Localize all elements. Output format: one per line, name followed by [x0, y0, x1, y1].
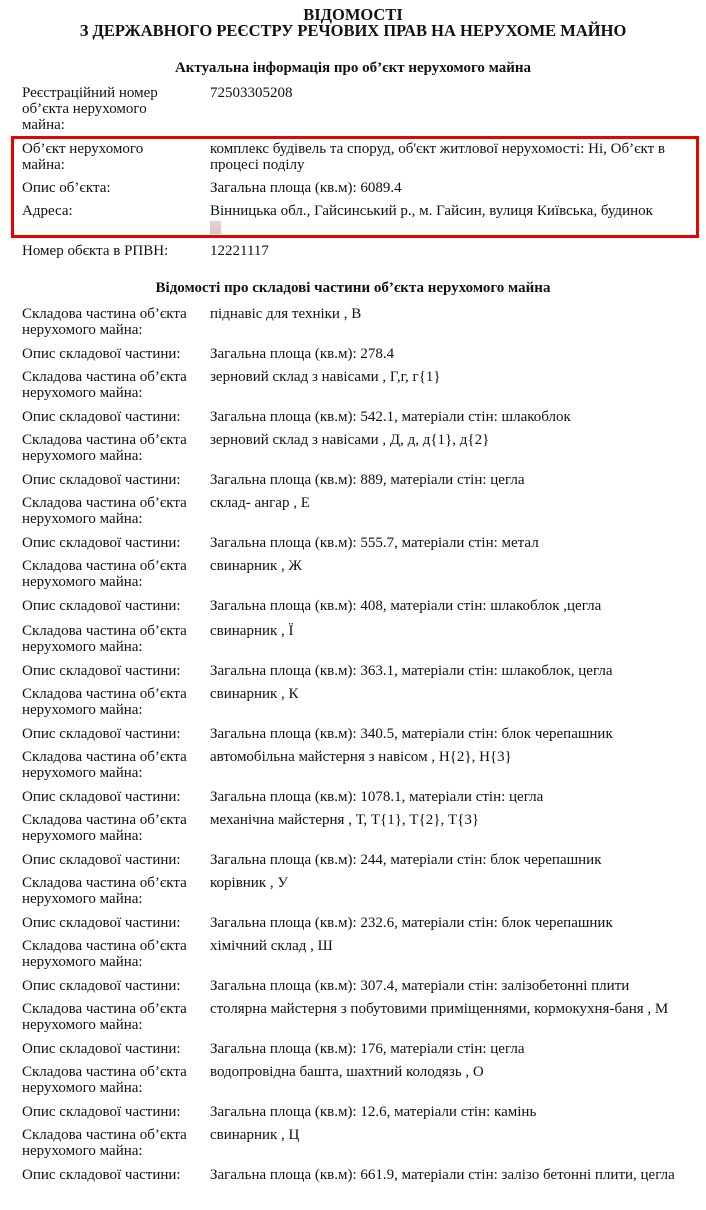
component-desc-label: Опис складової частини: — [22, 535, 181, 551]
component-desc-label: Опис складової частини: — [22, 1041, 181, 1057]
component-part-label: Складова частина об’єкта нерухомого майна: — [22, 1064, 187, 1096]
component-desc-label: Опис складової частини: — [22, 789, 181, 805]
component-desc-label: Опис складової частини: — [22, 663, 181, 679]
component-desc-label: Опис складової частини: — [22, 852, 181, 868]
component-part-value: хімічний склад , Ш — [210, 938, 333, 954]
component-part-value: зерновий склад з навісами , Г,г, г{1} — [210, 369, 441, 385]
component-part-label: Складова частина об’єкта нерухомого майна: — [22, 1001, 187, 1033]
description-label: Опис об’єкта: — [22, 180, 111, 196]
component-desc-label: Опис складової частини: — [22, 978, 181, 994]
components-heading: Відомості про складові частини об’єкта нерухомого майна — [155, 280, 551, 296]
component-part-label: Складова частина об’єкта нерухомого майна: — [22, 623, 187, 655]
registration-number-label: Реєстраційний номер об’єкта нерухомого майна: — [22, 85, 158, 133]
component-desc-label: Опис складової частини: — [22, 1167, 181, 1183]
component-desc-value: Загальна площа (кв.м): 542.1, матеріали стін: шлакоблок — [210, 409, 571, 425]
address-text: Вінницька обл., Гайсинський р., м. Гайсин, вулиця Київська, будинок — [210, 203, 653, 219]
component-part-value: свинарник , Ї — [210, 623, 294, 639]
component-part-label: Складова частина об’єкта нерухомого майна: — [22, 432, 187, 464]
component-part-label: Складова частина об’єкта нерухомого майна: — [22, 306, 187, 338]
component-part-label: Складова частина об’єкта нерухомого майна: — [22, 1127, 187, 1159]
component-desc-value: Загальна площа (кв.м): 661.9, матеріали стін: залізо бетонні плити, цегла — [210, 1167, 675, 1183]
component-part-value: свинарник , К — [210, 686, 299, 702]
registration-number-value: 72503305208 — [210, 85, 293, 101]
component-part-label: Складова частина об’єкта нерухомого майна: — [22, 749, 187, 781]
component-desc-label: Опис складової частини: — [22, 409, 181, 425]
component-part-value: автомобільна майстерня з навісом , Н{2}, Н{3} — [210, 749, 512, 765]
component-desc-label: Опис складової частини: — [22, 598, 181, 614]
object-label: Об’єкт нерухомого майна: — [22, 141, 144, 173]
component-desc-value: Загальна площа (кв.м): 12.6, матеріали стін: камінь — [210, 1104, 537, 1120]
current-info-heading: Актуальна інформація про об’єкт нерухомого майна — [174, 60, 532, 76]
component-part-label: Складова частина об’єкта нерухомого майна: — [22, 686, 187, 718]
address-value — [210, 203, 696, 235]
component-desc-value: Загальна площа (кв.м): 555.7, матеріали стін: метал — [210, 535, 539, 551]
document-title: ВІДОМОСТІ — [303, 5, 403, 24]
description-value: Загальна площа (кв.м): 6089.4 — [210, 180, 402, 196]
rpvn-number-value: 12221117 — [210, 243, 269, 259]
component-desc-value: Загальна площа (кв.м): 408, матеріали стін: шлакоблок ,цегла — [210, 598, 602, 614]
component-desc-value: Загальна площа (кв.м): 307.4, матеріали стін: залізобетонні плити — [210, 978, 630, 994]
component-part-value: механічна майстерня , Т, Т{1}, Т{2}, Т{3} — [210, 812, 480, 828]
component-desc-value: Загальна площа (кв.м): 363.1, матеріали стін: шлакоблок, цегла — [210, 663, 613, 679]
redacted-house-number — [210, 221, 221, 234]
component-desc-value: Загальна площа (кв.м): 278.4 — [210, 346, 395, 362]
component-desc-label: Опис складової частини: — [22, 726, 181, 742]
component-part-label: Складова частина об’єкта нерухомого майна: — [22, 495, 187, 527]
component-part-label: Складова частина об’єкта нерухомого майна: — [22, 369, 187, 401]
component-desc-value: Загальна площа (кв.м): 340.5, матеріали стін: блок черепашник — [210, 726, 613, 742]
component-part-label: Складова частина об’єкта нерухомого майна: — [22, 558, 187, 590]
rpvn-number-label: Номер обєкта в РПВН: — [22, 243, 169, 259]
component-desc-value: Загальна площа (кв.м): 176, матеріали стін: цегла — [210, 1041, 525, 1057]
component-part-value: столярна майстерня з побутовими приміщеннями, кормокухня-баня , М — [210, 1001, 669, 1017]
component-part-value: піднавіс для техніки , В — [210, 306, 362, 322]
component-part-label: Складова частина об’єкта нерухомого майна: — [22, 875, 187, 907]
component-desc-label: Опис складової частини: — [22, 1104, 181, 1120]
component-desc-label: Опис складової частини: — [22, 346, 181, 362]
component-desc-value: Загальна площа (кв.м): 1078.1, матеріали стін: цегла — [210, 789, 544, 805]
component-desc-label: Опис складової частини: — [22, 915, 181, 931]
component-part-value: зерновий склад з навісами , Д, д, д{1}, д{2} — [210, 432, 490, 448]
object-value: комплекс будівель та споруд, об'єкт житлової нерухомості: Ні, Об’єкт в процесі поділу — [210, 141, 665, 173]
address-label: Адреса: — [22, 203, 73, 219]
component-part-label: Складова частина об’єкта нерухомого майна: — [22, 812, 187, 844]
component-part-value: водопровідна башта, шахтний колодязь , О — [210, 1064, 484, 1080]
component-part-value: свинарник , Ж — [210, 558, 302, 574]
component-part-value: корівник , У — [210, 875, 288, 891]
component-desc-value: Загальна площа (кв.м): 244, матеріали стін: блок черепашник — [210, 852, 602, 868]
component-part-label: Складова частина об’єкта нерухомого майна: — [22, 938, 187, 970]
component-part-value: свинарник , Ц — [210, 1127, 300, 1143]
component-desc-label: Опис складової частини: — [22, 472, 181, 488]
document-subtitle: З ДЕРЖАВНОГО РЕЄСТРУ РЕЧОВИХ ПРАВ НА НЕРУХОМЕ МАЙНО — [79, 21, 627, 40]
component-desc-value: Загальна площа (кв.м): 232.6, матеріали стін: блок черепашник — [210, 915, 613, 931]
component-part-value: склад- ангар , Е — [210, 495, 310, 511]
component-desc-value: Загальна площа (кв.м): 889, матеріали стін: цегла — [210, 472, 525, 488]
